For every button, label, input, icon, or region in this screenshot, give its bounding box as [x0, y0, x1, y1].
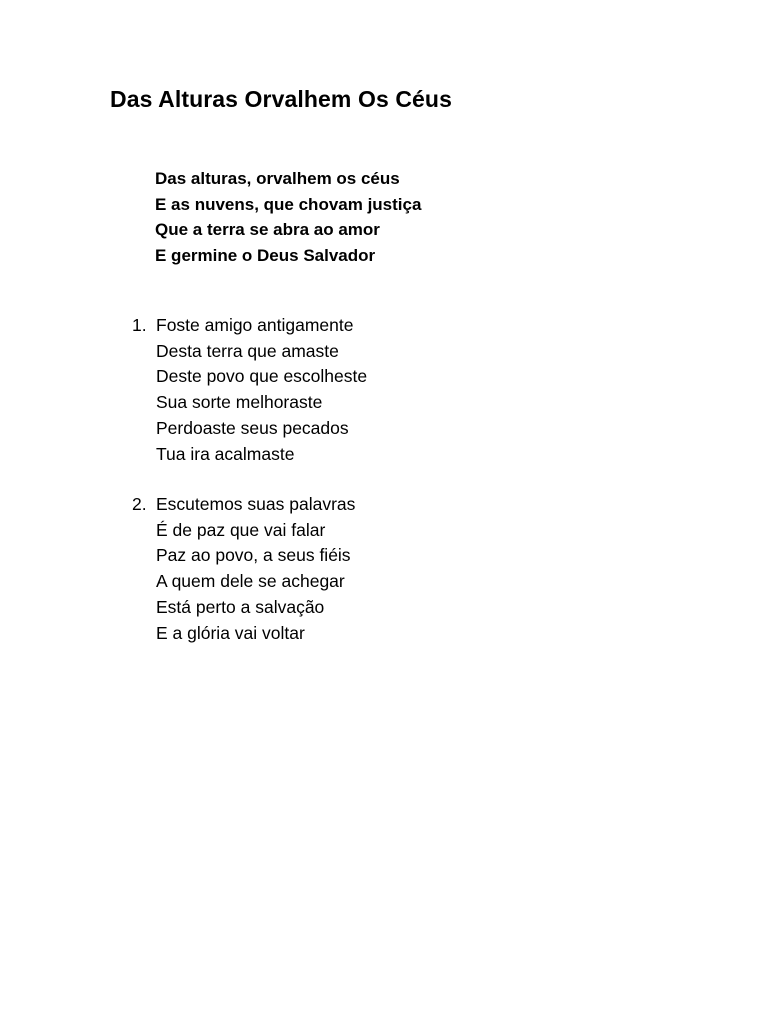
song-title: Das Alturas Orvalhem Os Céus — [110, 86, 452, 112]
refrain — [155, 166, 421, 268]
verse-lines — [156, 492, 355, 646]
verse-line: Paz ao povo, a seus fiéis — [156, 545, 351, 566]
refrain-line: E germine o Deus Salvador — [155, 245, 376, 265]
verse-line: Sua sorte melhoraste — [156, 392, 323, 413]
verse-line: É de paz que vai falar — [156, 519, 326, 540]
verse-number: 2. — [132, 494, 147, 514]
verse-line: Está perto a salvação — [156, 596, 325, 617]
refrain-line: E as nuvens, que chovam justiça — [155, 194, 422, 214]
verse-line: E a glória vai voltar — [156, 622, 305, 643]
refrain-line: Das alturas, orvalhem os céus — [155, 169, 400, 188]
verse-line: Deste povo que escolheste — [156, 366, 368, 387]
verse-lines — [156, 313, 367, 467]
verse-line: Tua ira acalmaste — [156, 443, 295, 464]
verse-number: 1. — [132, 315, 147, 335]
verse-line: Foste amigo antigamente — [156, 315, 354, 335]
verse-line: Perdoaste seus pecados — [156, 417, 349, 438]
verse-line: A quem dele se achegar — [156, 571, 345, 592]
refrain-line: Que a terra se abra ao amor — [155, 220, 380, 239]
verse-line: Escutemos suas palavras — [156, 494, 356, 514]
verse-line: Desta terra que amaste — [156, 340, 339, 361]
